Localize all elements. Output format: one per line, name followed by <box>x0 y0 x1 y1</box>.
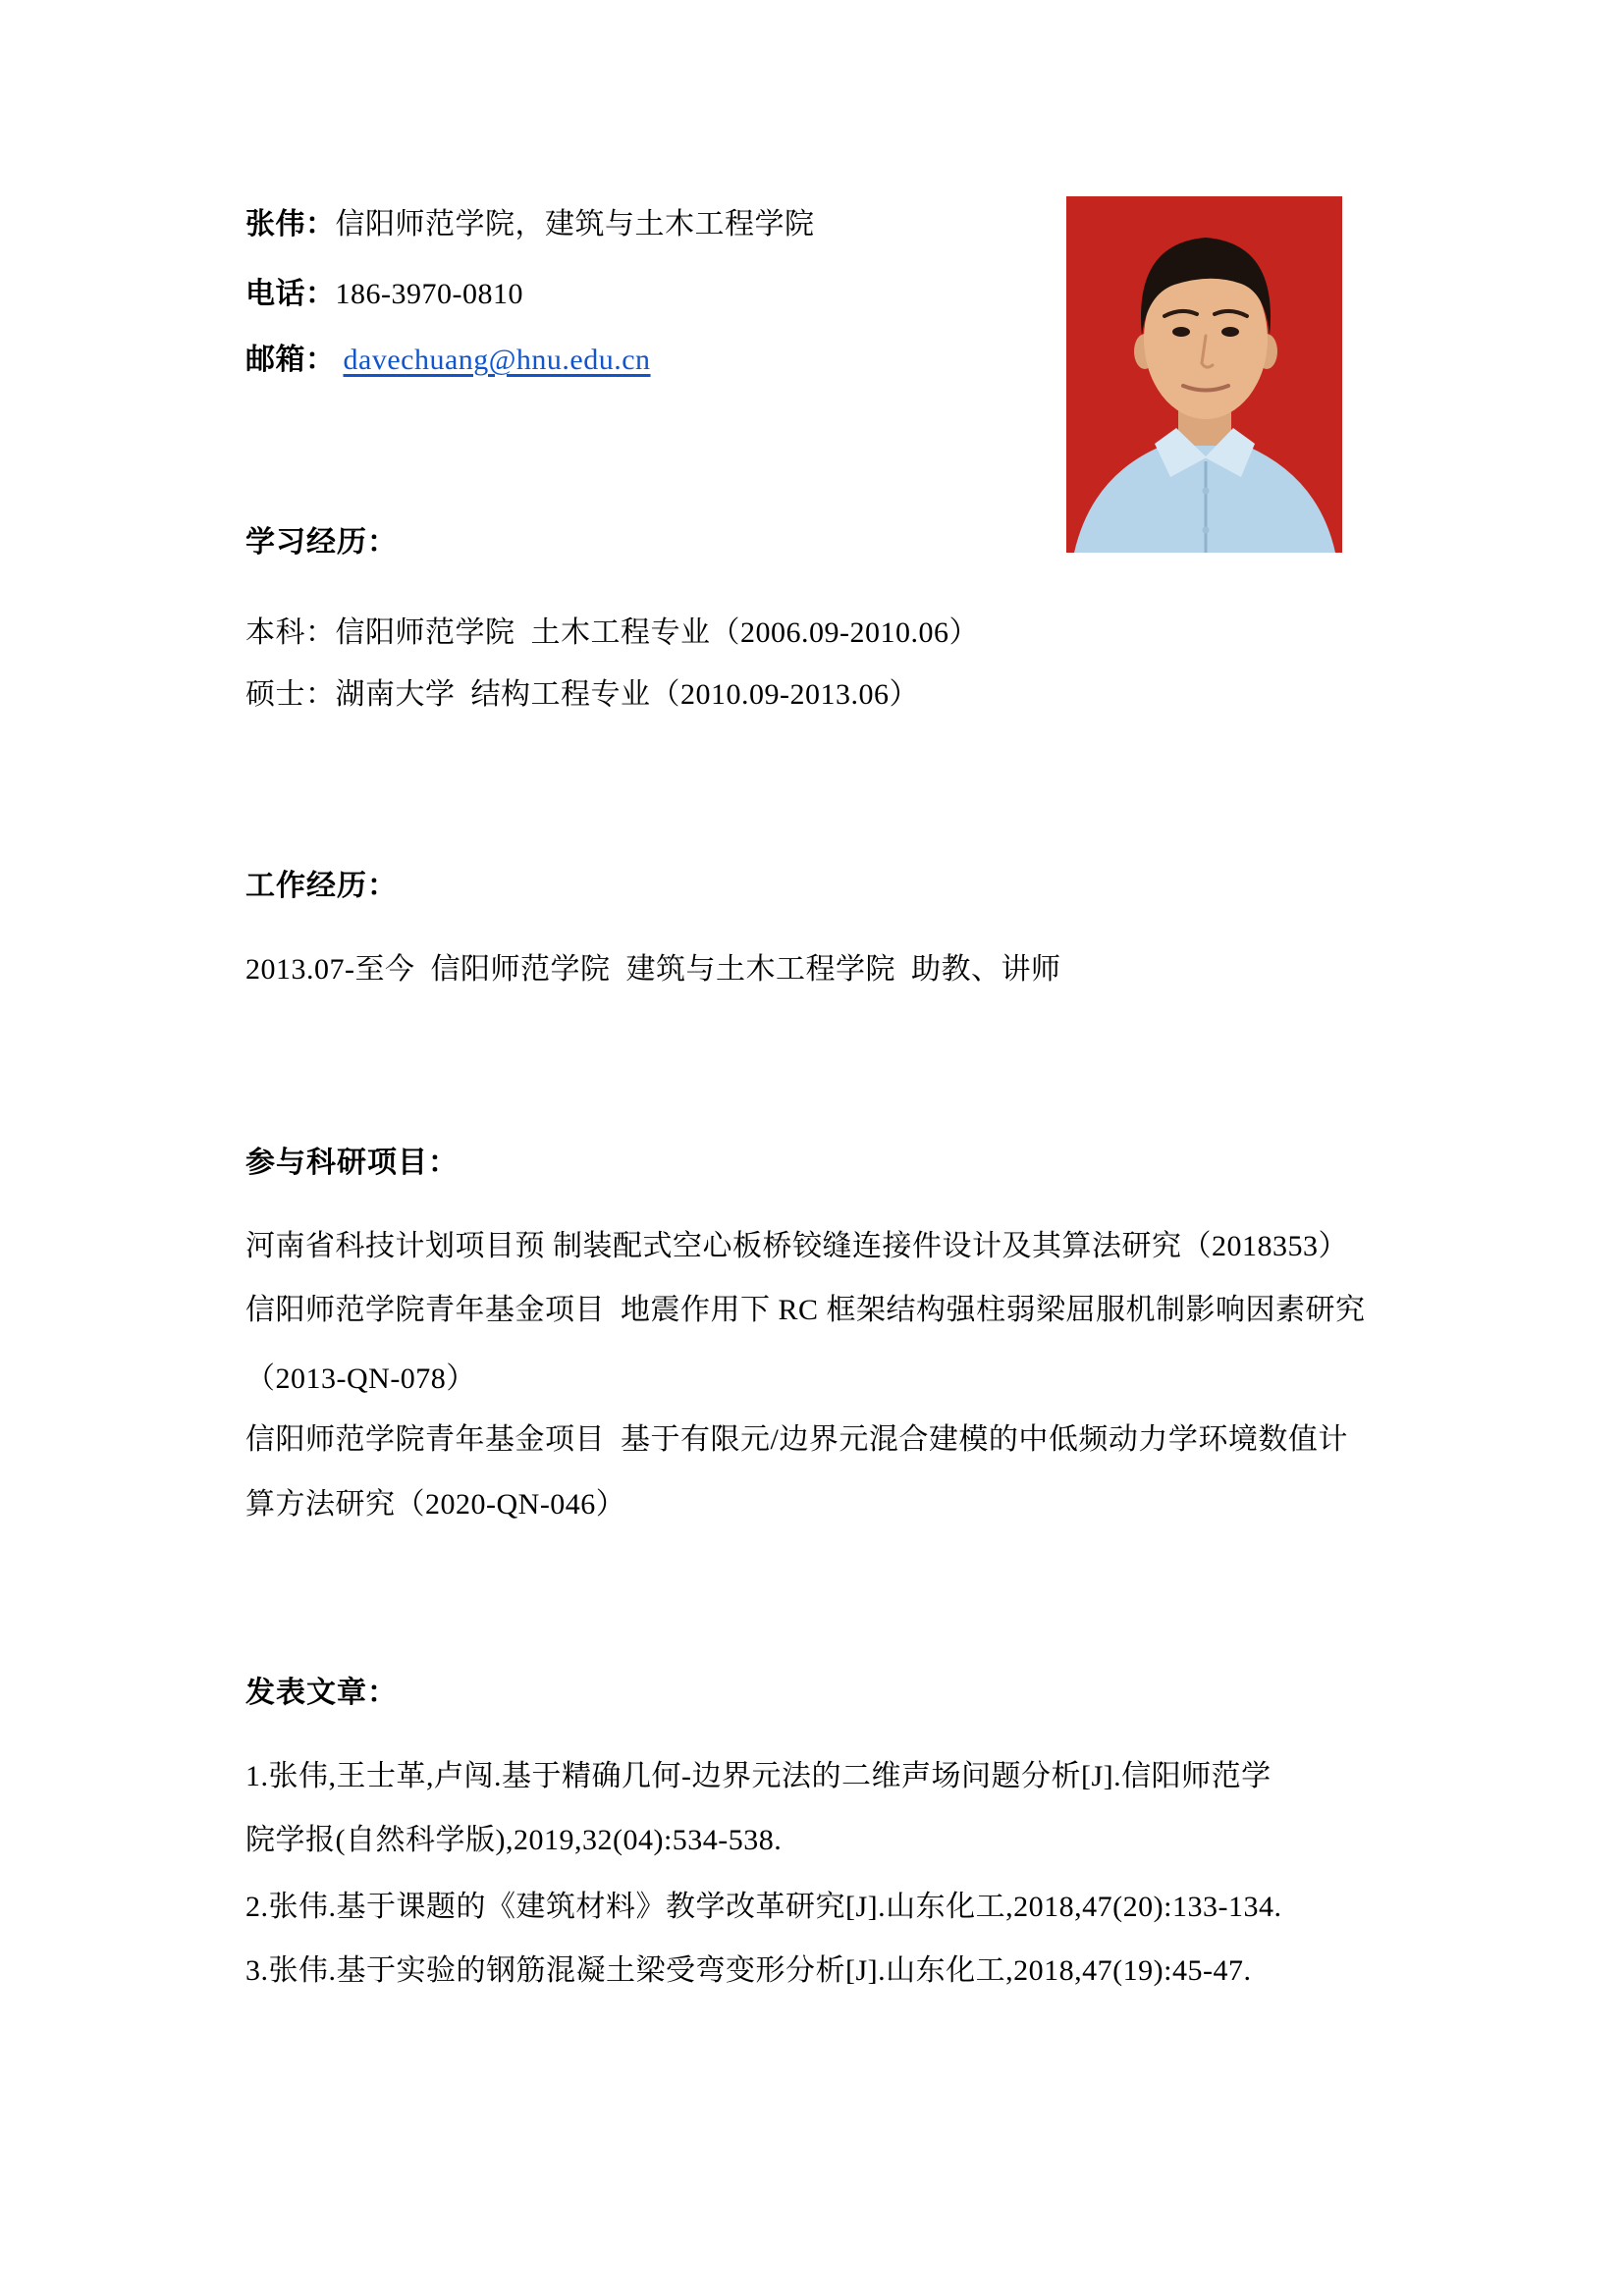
shirt-button <box>1203 527 1210 534</box>
publication-line: 3.张伟.基于实验的钢筋混凝土梁受弯变形分析[J].山东化工,2018,47(19):45-47. <box>245 1954 1252 1987</box>
shirt-button <box>1203 488 1210 495</box>
contact-phone-line <box>245 276 523 313</box>
name-label: 张伟： <box>245 208 336 240</box>
work-heading: 工作经历： <box>245 870 398 902</box>
publication-line: 1.张伟,王士革,卢闯.基于精确几何-边界元法的二维声场问题分析[J].信阳师范学 <box>245 1760 1272 1792</box>
contact-email-line <box>245 342 651 379</box>
phone-label: 电话： <box>245 278 336 310</box>
research-project-line: 河南省科技计划项目预 制装配式空心板桥铰缝连接件设计及其算法研究（2018353） <box>245 1230 1348 1262</box>
name-value: 信阳师范学院，建筑与土木工程学院 <box>335 208 815 240</box>
education-line: 硕士：湖南大学 结构工程专业（2010.09-2013.06） <box>245 678 919 711</box>
research-project-line: 信阳师范学院青年基金项目 地震作用下 RC 框架结构强柱弱梁屈服机制影响因素研究 <box>245 1294 1366 1326</box>
photo-eye-right <box>1221 327 1239 337</box>
education-line: 本科：信阳师范学院 土木工程专业（2006.09-2010.06） <box>245 616 979 649</box>
work-line: 2013.07-至今 信阳师范学院 建筑与土木工程学院 助教、讲师 <box>245 953 1061 986</box>
research-project-line: （2013-QN-078） <box>245 1362 476 1395</box>
email-link[interactable]: davechuang@hnu.edu.cn <box>343 344 651 376</box>
education-heading: 学习经历： <box>245 526 398 559</box>
contact-name-line <box>245 206 815 243</box>
research-project-line: 信阳师范学院青年基金项目 基于有限元/边界元混合建模的中低频动力学环境数值计 <box>245 1423 1348 1456</box>
publication-line: 院学报(自然科学版),2019,32(04):534-538. <box>245 1824 783 1856</box>
research-project-line: 算方法研究（2020-QN-046） <box>245 1488 626 1521</box>
email-label: 邮箱： <box>245 344 336 376</box>
research-heading: 参与科研项目： <box>245 1147 459 1179</box>
profile-photo <box>1066 196 1342 553</box>
publications-heading: 发表文章： <box>245 1677 398 1709</box>
phone-value: 186-3970-0810 <box>335 278 523 310</box>
photo-eye-left <box>1172 327 1190 337</box>
publication-line: 2.张伟.基于课题的《建筑材料》教学改革研究[J].山东化工,2018,47(20):133-134. <box>245 1891 1282 1923</box>
